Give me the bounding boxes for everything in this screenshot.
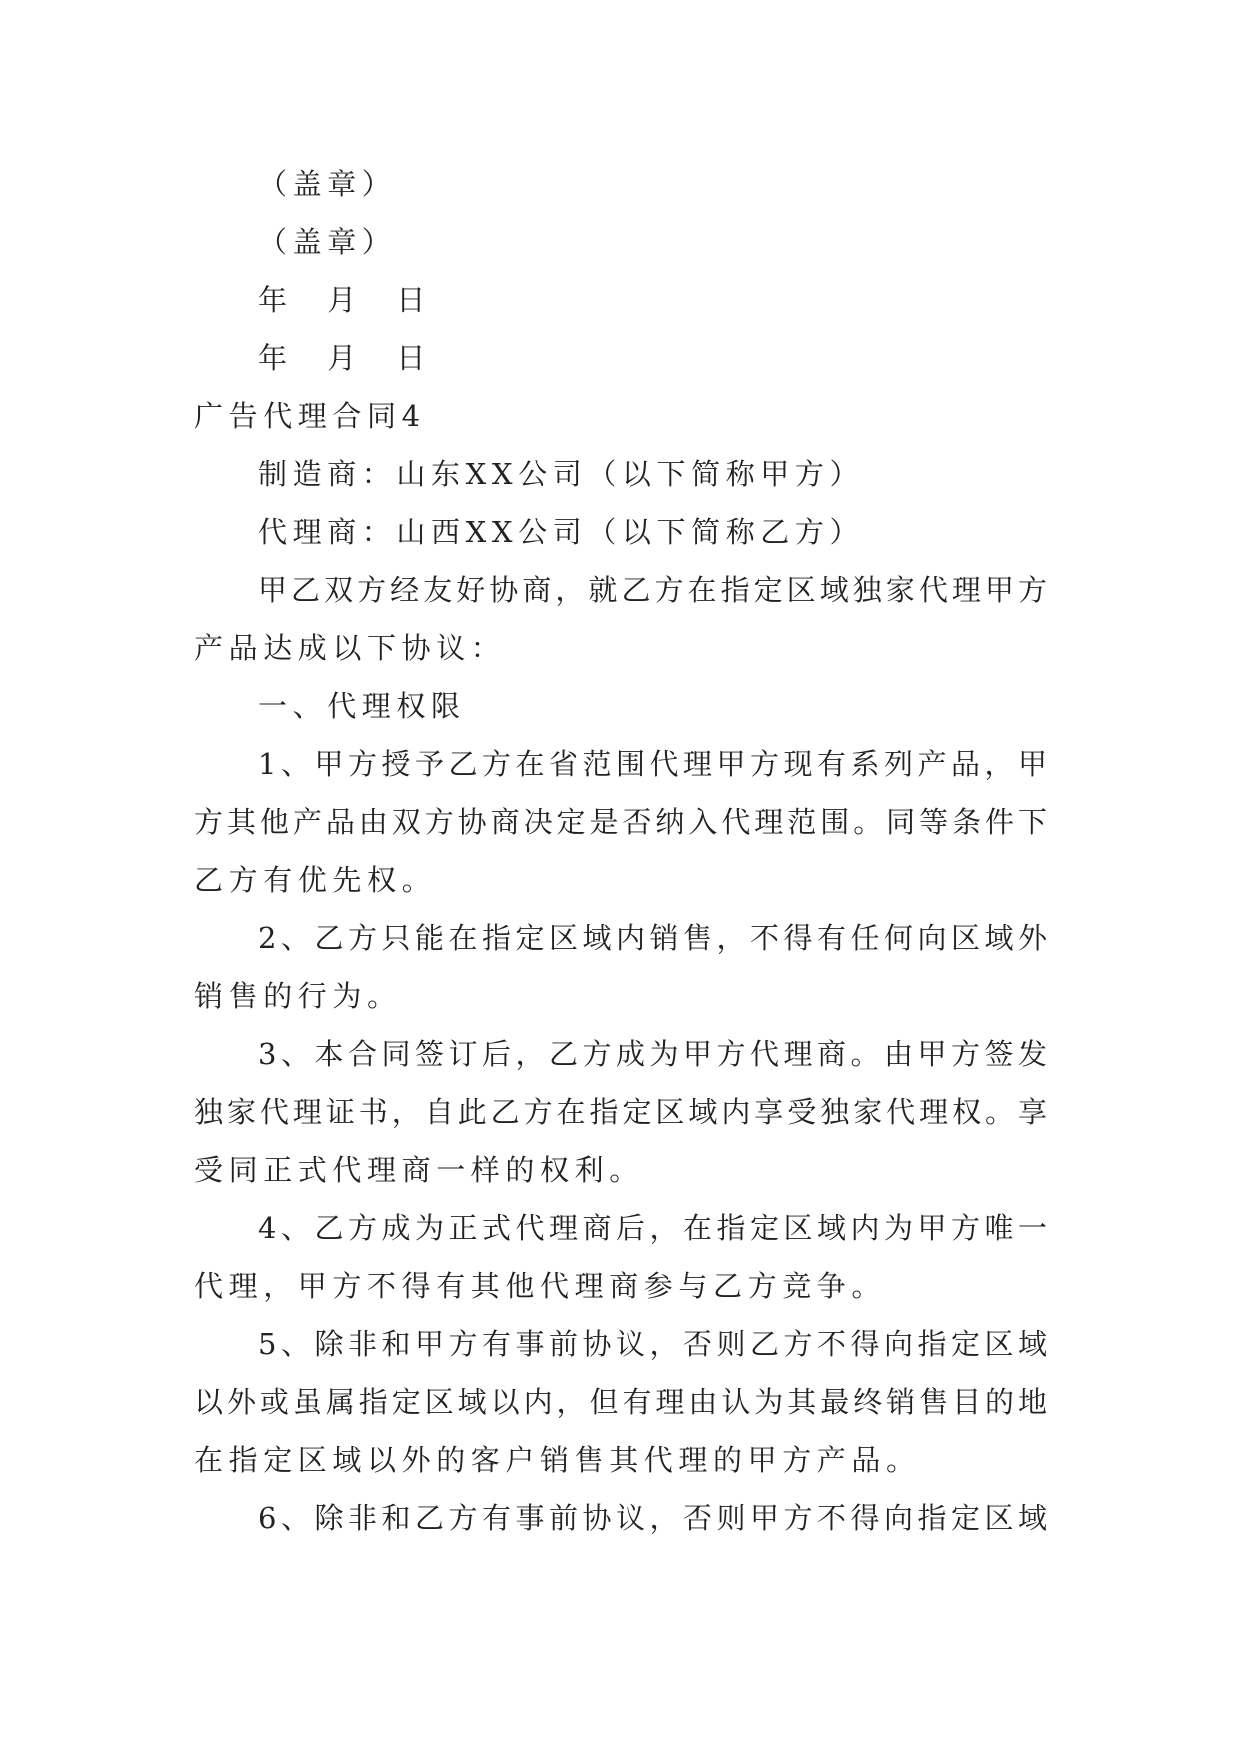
clause-4-line-2: 代理，甲方不得有其他代理商参与乙方竞争。 (194, 1269, 887, 1303)
section-heading: 一、代理权限 (258, 689, 466, 723)
clause-5-line-2: 以外或虽属指定区域以内，但有理由认为其最终销售目的地 (194, 1385, 1047, 1419)
clause-2-line-1: 2、乙方只能在指定区域内销售，不得有任何向区域外 (258, 921, 1047, 955)
clause-1-line-1: 1、甲方授予乙方在省范围代理甲方现有系列产品，甲 (258, 747, 1047, 781)
seal-line-2: （盖章） (258, 225, 397, 259)
date-line-2: 年 月 日 (258, 341, 432, 375)
clause-1-line-3: 乙方有优先权。 (194, 863, 437, 897)
contract-title: 广告代理合同4 (194, 399, 426, 433)
clause-4-line-1: 4、乙方成为正式代理商后，在指定区域内为甲方唯一 (258, 1211, 1047, 1245)
clause-2-line-2: 销售的行为。 (194, 979, 402, 1013)
intro-paragraph-line-1: 甲乙双方经友好协商，就乙方在指定区域独家代理甲方 (258, 573, 1047, 607)
manufacturer-line: 制造商：山东XX公司（以下简称甲方） (258, 457, 865, 491)
agent-line: 代理商：山西XX公司（以下简称乙方） (258, 515, 865, 549)
clause-3-line-1: 3、本合同签订后，乙方成为甲方代理商。由甲方签发 (258, 1037, 1047, 1071)
clause-1-line-2: 方其他产品由双方协商决定是否纳入代理范围。同等条件下 (194, 805, 1047, 839)
seal-line-1: （盖章） (258, 167, 397, 201)
clause-3-line-2: 独家代理证书，自此乙方在指定区域内享受独家代理权。享 (194, 1095, 1047, 1129)
clause-3-line-3: 受同正式代理商一样的权利。 (194, 1153, 644, 1187)
date-line-1: 年 月 日 (258, 283, 432, 317)
clause-6-line-1: 6、除非和乙方有事前协议，否则甲方不得向指定区域 (258, 1501, 1047, 1535)
intro-paragraph-line-2: 产品达成以下协议： (194, 631, 506, 665)
clause-5-line-3: 在指定区域以外的客户销售其代理的甲方产品。 (194, 1443, 921, 1477)
clause-5-line-1: 5、除非和甲方有事前协议，否则乙方不得向指定区域 (258, 1327, 1047, 1361)
